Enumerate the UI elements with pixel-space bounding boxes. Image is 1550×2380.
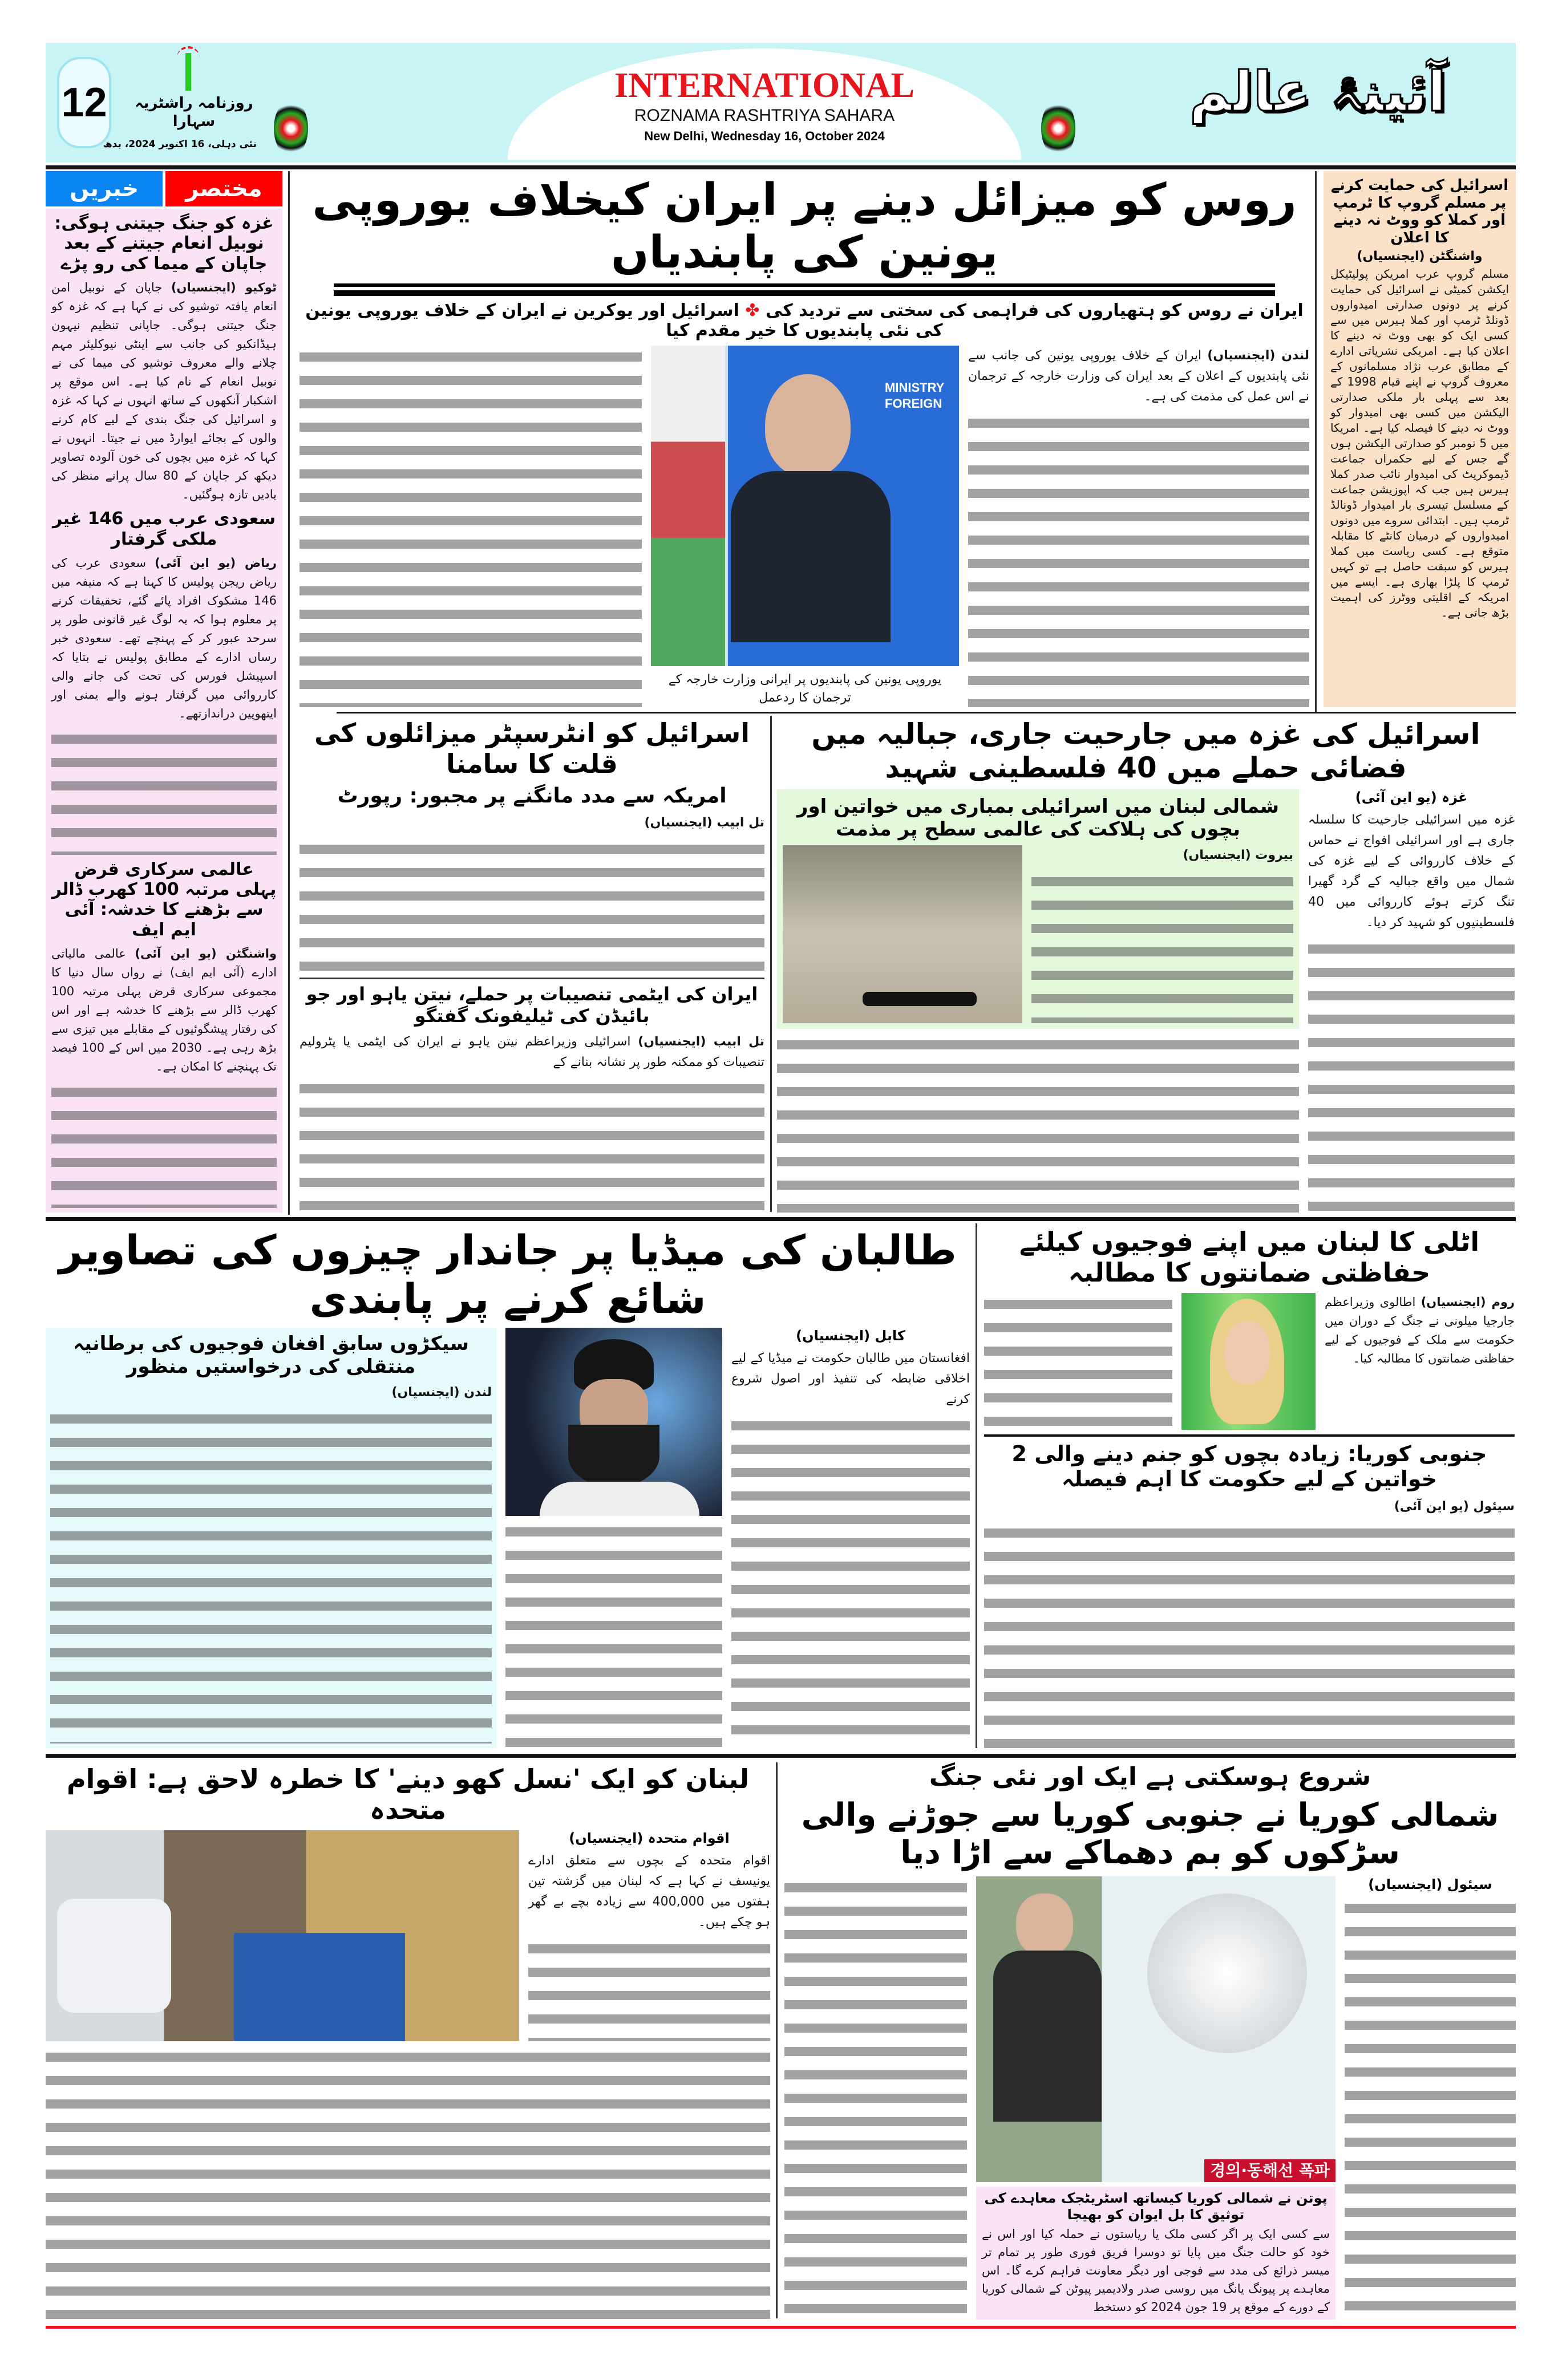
italy-body-right: روم (ایجنسیاں) اطالوی وزیراعظم جارجیا میلونی نے جنگ کے دوران میں حکومت سے ملک کے فوجیوں کے لیے حفاظتی ضمانتوں کا مطالبہ کیا۔ — [1325, 1295, 1515, 1365]
brief-headline: عالمی سرکاری قرض پہلی مرتبہ 100 کھرب ڈالر سے بڑھنے کا خدشہ: آئی ایم ایف — [51, 859, 277, 940]
section-rule — [46, 1217, 1516, 1221]
paper-name-en: ROZNAMA RASHTRIYA SAHARA — [634, 106, 895, 125]
lebanon-box-headline: شمالی لبنان میں اسرائیلی بمباری میں خواتین اور بچوں کی ہلاکت کی عالمی سطح پر مذمت — [796, 795, 1280, 841]
lebanon-displaced-photo — [46, 1830, 519, 2041]
lebanon-strike-photo — [783, 845, 1022, 1023]
section-title-ur: آئینۂ عالم — [1189, 60, 1446, 124]
paper-logo — [103, 46, 257, 160]
north-korea-body-right: سیئول (ایجنسیاں) — [1345, 1876, 1516, 2320]
right-column-dateline: واشنگٹن (ایجنسیاں) — [1357, 249, 1483, 263]
section-rule — [337, 712, 1516, 713]
footer-rule — [46, 2326, 1516, 2329]
column-divider — [976, 1223, 977, 1748]
gaza-body: غزہ (یو این آئی) غزہ میں اسرائیلی جارحیت کا سلسلہ جاری ہے اور اسرائیلی افواج نے حماس کے خلاف کارروائی کے لیے غزہ کی شمال میں واقع جبالیہ کے گرد گھیرا تنگ کرتے ہوئے کارروائی میں 40 فلسطینیوں کو شہید کر دیا۔ — [1308, 789, 1515, 1213]
red-bullet-icon: ✤ — [745, 301, 760, 321]
north-korea-body-left — [784, 1876, 967, 2320]
right-column-headline: اسرائیل کی حمایت کرنے پر مسلم گروپ کا ٹرمپ اور کملا کو ووٹ نہ دینے کا اعلان — [1330, 177, 1509, 247]
section-rule — [984, 1434, 1515, 1437]
afghan-soldiers-box: سیکڑوں سابق افغان فوجیوں کی برطانیہ منتقلی کی درخواستیں منظور لندن (ایجنسیاں) — [46, 1328, 496, 1748]
italy-body-left — [984, 1293, 1172, 1430]
header-rule — [46, 165, 1516, 169]
south-korea-body: سیئول (یو این آئی) — [1394, 1499, 1515, 1514]
paper-logo-text: روزنامہ راشٹریہ سہارا — [135, 95, 253, 130]
lead-body-right: لندن (ایجنسیاں) ایران کے خلاف یوروپی یونین کی جانب سے نئی پابندیوں کے اعلان کے بعد ایران کی وزارت خارجہ کے ترجمان نے اس عمل کی مذمت کی ہے۔ — [968, 346, 1309, 707]
lead-body-left — [300, 346, 642, 707]
right-column-story — [1324, 171, 1516, 707]
title-dome — [508, 48, 1021, 160]
north-korea-photo — [976, 1876, 1335, 2182]
lead-photo-caption: یوروپی یونین کی پابندیوں پر ایرانی وزارت خارجہ کے ترجمان کا ردعمل — [668, 672, 942, 705]
lead-body-row — [300, 346, 1309, 707]
gaza-headline: اسرائیل کی غزہ میں جارحیت جاری، جبالیہ میں فضائی حملے میں 40 فلسطینی شہید — [811, 717, 1480, 784]
taliban-story — [46, 1226, 970, 1748]
italy-headline: اٹلی کا لبنان میں اپنے فوجیوں کیلئے حفاظتی ضمانتوں کا مطالبہ — [1019, 1226, 1480, 1288]
text-placeholder — [51, 1081, 277, 1208]
photo-caption-korean: 경의·동해선 폭파 — [1204, 2159, 1335, 2182]
column-divider — [1315, 171, 1317, 713]
sidebar-label-brief: مختصر — [165, 171, 282, 206]
taliban-headline: طالبان کی میڈیا پر جاندار چیزوں کی تصاویر شائع کرنے پر پابندی — [59, 1226, 957, 1323]
sidebar-label-news: خبریں — [46, 171, 163, 206]
putin-box-body: سے کسی ایک پر اگر کسی ملک یا ریاستوں نے حملہ کیا اور اس نے خود کو حالت جنگ میں پایا تو دوسرا فریق فوری طور پر تمام تر میسر ذرائع کی مدد سے فوجی اور دیگر معاونت فراہم کرے گا۔ اس معاہدے پر پیونگ یانگ میں روسی صدر ولادیمیر پیوٹن کے شمالی کوریا کے دورے کے موقع پر 19 جون 2024 کو دستخط — [982, 2227, 1330, 2314]
column-divider — [770, 716, 772, 1212]
putin-treaty-box — [976, 2187, 1335, 2320]
gaza-story — [777, 717, 1515, 1213]
afghan-box-headline: سیکڑوں سابق افغان فوجیوں کی برطانیہ منتقلی کی درخواستیں منظور — [73, 1332, 469, 1378]
interceptors-story — [300, 717, 764, 1213]
lead-photo-column — [651, 346, 959, 707]
column-divider — [776, 1762, 778, 2318]
photo-backdrop-text: MINISTRY FOREIGN — [885, 380, 944, 411]
brief-body: واشنگٹن (یو این آئی) عالمی مالیاتی ادارے (آئی ایم ایف) نے رواں سال دنیا کا مجموعی سرکاری قرض پہلی مرتبہ 100 کھرب ڈالر سے بڑھنے کا خدشہ ہے اور اس کی رفتار پیشگوئیوں کے مقابلے میں تیزی سے بڑھ رہی ہے۔ 2030 میں اس کے 100 فیصد تک پہنچنے کا امکان ہے۔ — [51, 947, 277, 1074]
italy-story — [984, 1226, 1515, 1748]
lebanon-strike-box: شمالی لبنان میں اسرائیلی بمباری میں خواتین اور بچوں کی ہلاکت کی عالمی سطح پر مذمت بیروت (ایجنسیاں) — [777, 789, 1299, 1029]
taliban-photo-side-text — [505, 1521, 722, 1748]
lebanon-generation-body — [46, 2046, 770, 2320]
brief-body: ریاض (یو این آئی) سعودی عرب کی ریاض ریجن پولیس کا کہنا ہے کہ منیفہ میں 146 مشکوک افراد پائے گئے، تحقیقات کرنے پر معلوم ہوا کہ یہ لوگ غیر قانونی طور پر سرحد عبور کر کے پہنچے تھے۔ سعودی خبر رساں ادارے کے مطابق پولیس نے بتایا کہ اسپیشل فورس کی تحت کی جانے والی کارروائی میں گرفتار ہونے والے یمنی اور ایتھوپین دراندازتھے۔ — [51, 556, 277, 720]
taliban-spokesman-photo — [505, 1328, 722, 1516]
page-number: 12 — [61, 80, 107, 125]
sunburst-left-icon — [274, 100, 308, 157]
putin-box-headline: پوتن نے شمالی کوریا کیساتھ اسٹریٹجک معاہدے کی توثیق کا بل ایوان کو بھیجا — [984, 2190, 1328, 2223]
headline-double-rule — [334, 283, 1275, 296]
lebanon-generation-headline: لبنان کو ایک 'نسل کھو دینے' کا خطرہ لاحق ہے: اقوام متحدہ — [66, 1763, 750, 1826]
sunburst-right-icon — [1041, 100, 1075, 157]
gaza-row — [777, 789, 1515, 1213]
dateline-en: New Delhi, Wednesday 16, October 2024 — [644, 129, 885, 143]
lead-photo — [651, 346, 959, 666]
south-korea-headline: جنوبی کوریا: زیادہ بچوں کو جنم دینے والی 2 خواتین کے لیے حکومت کا اہم فیصلہ — [1011, 1441, 1487, 1492]
meloni-photo — [1181, 1293, 1316, 1430]
interceptors-body: تل ابیب (ایجنسیاں) — [644, 816, 764, 830]
interceptors-headline: اسرائیل کو انٹرسپٹر میزائلوں کی قلت کا سامنا — [314, 717, 750, 780]
north-korea-headline: شمالی کوریا نے جنوبی کوریا سے جوڑنے والی سڑکوں کو بم دھماکے سے اڑا دیا — [801, 1796, 1499, 1871]
text-placeholder — [51, 728, 277, 855]
north-korea-kicker: شروع ہوسکتی ہے ایک اور نئی جنگ — [929, 1762, 1371, 1791]
column-divider — [288, 171, 290, 1215]
gaza-columns — [777, 1033, 1299, 1213]
lead-headline: روس کو میزائل دینے پر ایران کیخلاف یوروپی یونین کی پابندیاں — [312, 175, 1297, 279]
lead-story — [300, 174, 1309, 707]
person-figure — [765, 374, 851, 477]
lebanon-generation-body-top: اقوام متحدہ (ایجنسیاں) اقوام متحدہ کے بچوں سے متعلق ادارے یونیسف نے کہا ہے کہ لبنان میں گزشتہ تین ہفتوں میں 400,000 سے زیادہ بچے بے گھر ہو چکے ہیں۔ — [528, 1830, 770, 2041]
brief-body: ٹوکیو (ایجنسیاں) جاپان کے نوبیل امن انعام یافتہ توشیو کی نے کہا ہے کہ غزہ کو جنگ جیتنی ہوگی۔ جاپانی تنظیم نیہون ہیڈانکیو کی جانب سے اینٹی نیوکلیئر مہم چلانے والے معروف توشیو کی میما کی نے نوبیل انعام کے نام کیا ہے۔ اس موقع پر اشکبار آنکھوں کے ساتھ انہوں نے کہا کہ غزہ و اسرائیل کی جنگ بندی کے لیے کام کرنے والوں کے بجائے ایوارڈ میں نے جیتا۔ انہوں نے کہا کہ غزہ میں بچوں کی خون آلودہ تصاویر دیکھ کر جاپان کے 80 سال پرانے منظر کی یادیں تازہ ہوگئیں۔ — [51, 281, 277, 502]
lead-subheadline: ایران نے روس کو ہتھیاروں کی فراہمی کی سختی سے تردید کی ✤ اسرائیل اور یوکرین نے ایران کے خلاف یوروپی یونین کی نئی پابندیوں کا خیر مقدم کیا — [305, 301, 1304, 341]
section-rule — [46, 1754, 1516, 1758]
north-korea-story — [784, 1762, 1516, 2320]
urdu-date: نئی دہلی، 16 اکتوبر 2024، بدھ — [103, 139, 257, 150]
iran-nuclear-body: تل ابیب (ایجنسیاں) اسرائیلی وزیراعظم نیتن یاہو نے ایران کی ایٹمی یا پٹرولیم تنصیبات کو ممکنہ طور پر نشانہ بنانے کے — [300, 1034, 764, 1069]
gaza-left — [777, 789, 1299, 1213]
section-title-en: INTERNATIONAL — [614, 66, 914, 105]
taliban-body: کابل (ایجنسیاں) افغانستان میں طالبان حکومت نے میڈیا کے لیے اخلاقی ضابطہ کی تنفیذ اور اصول شروع کرنے — [731, 1328, 970, 1748]
brief-headline: سعودی عرب میں 146 غیر ملکی گرفتار — [52, 509, 276, 549]
anniversary-emblem-icon — [177, 46, 200, 92]
lebanon-generation-story — [46, 1763, 770, 2320]
right-column-body: مسلم گروپ عرب امریکن پولیٹیکل ایکشن کمیٹی نے اسرائیل کی حمایت کرنے پر دونوں صدارتی امیدواروں ڈونلڈ ٹرمپ اور کملا ہیرس میں سے کسی ایک کو بھی ووٹ نہ دینے کا اعلان کیا ہے۔ امریکی نشریاتی ادارے کے مطابق عرب نژاد مسلمانوں کے معروف گروپ نے اپنے قیام 1998 کے بعد سے پہلی بار ملکی صدارتی الیکشن میں کسی بھی امیدوار کو ووٹ نہ دینے کا فیصلہ کیا ہے۔ امریکا میں 5 نومبر کو صدارتی الیکشن ہوں گے جس کے لیے حکمراں جماعت ڈیموکریٹ کی امیدوار نائب صدر کملا ہیرس ہیں جب کہ اپوزیشن جماعت کے مسلسل تیسری بار امیدوار ڈونالڈ ٹرمپ ہیں۔ ابتدائی سروے میں دونوں امیدواروں کے درمیان کانٹے کا مقابلہ متوقع ہے۔ کسی ریاست میں کملا ہیرس کو سبقت حاصل ہے تو کہیں ٹرمپ کا پلڑا بھاری ہے۔ ایسے میں امریکہ کے اقلیتی ووٹرز کی اہمیت بڑھ جاتی ہے۔ — [1330, 266, 1509, 619]
iran-nuclear-headline: ایران کی ایٹمی تنصیبات پر حملے، نیتن یاہو اور جو بائیڈن کی ٹیلیفونک گفتگو — [306, 983, 758, 1027]
sidebar-briefs — [46, 209, 282, 1213]
masthead — [46, 43, 1516, 163]
page-number-badge — [57, 57, 111, 148]
brief-headline: غزہ کو جنگ جیتنی ہوگی: نوبیل انعام جیتنے کے بعد جاپان کے میما کی رو پڑے — [54, 213, 274, 274]
interceptors-subheadline: امریکہ سے مدد مانگنے پر مجبور: رپورٹ — [337, 784, 727, 808]
